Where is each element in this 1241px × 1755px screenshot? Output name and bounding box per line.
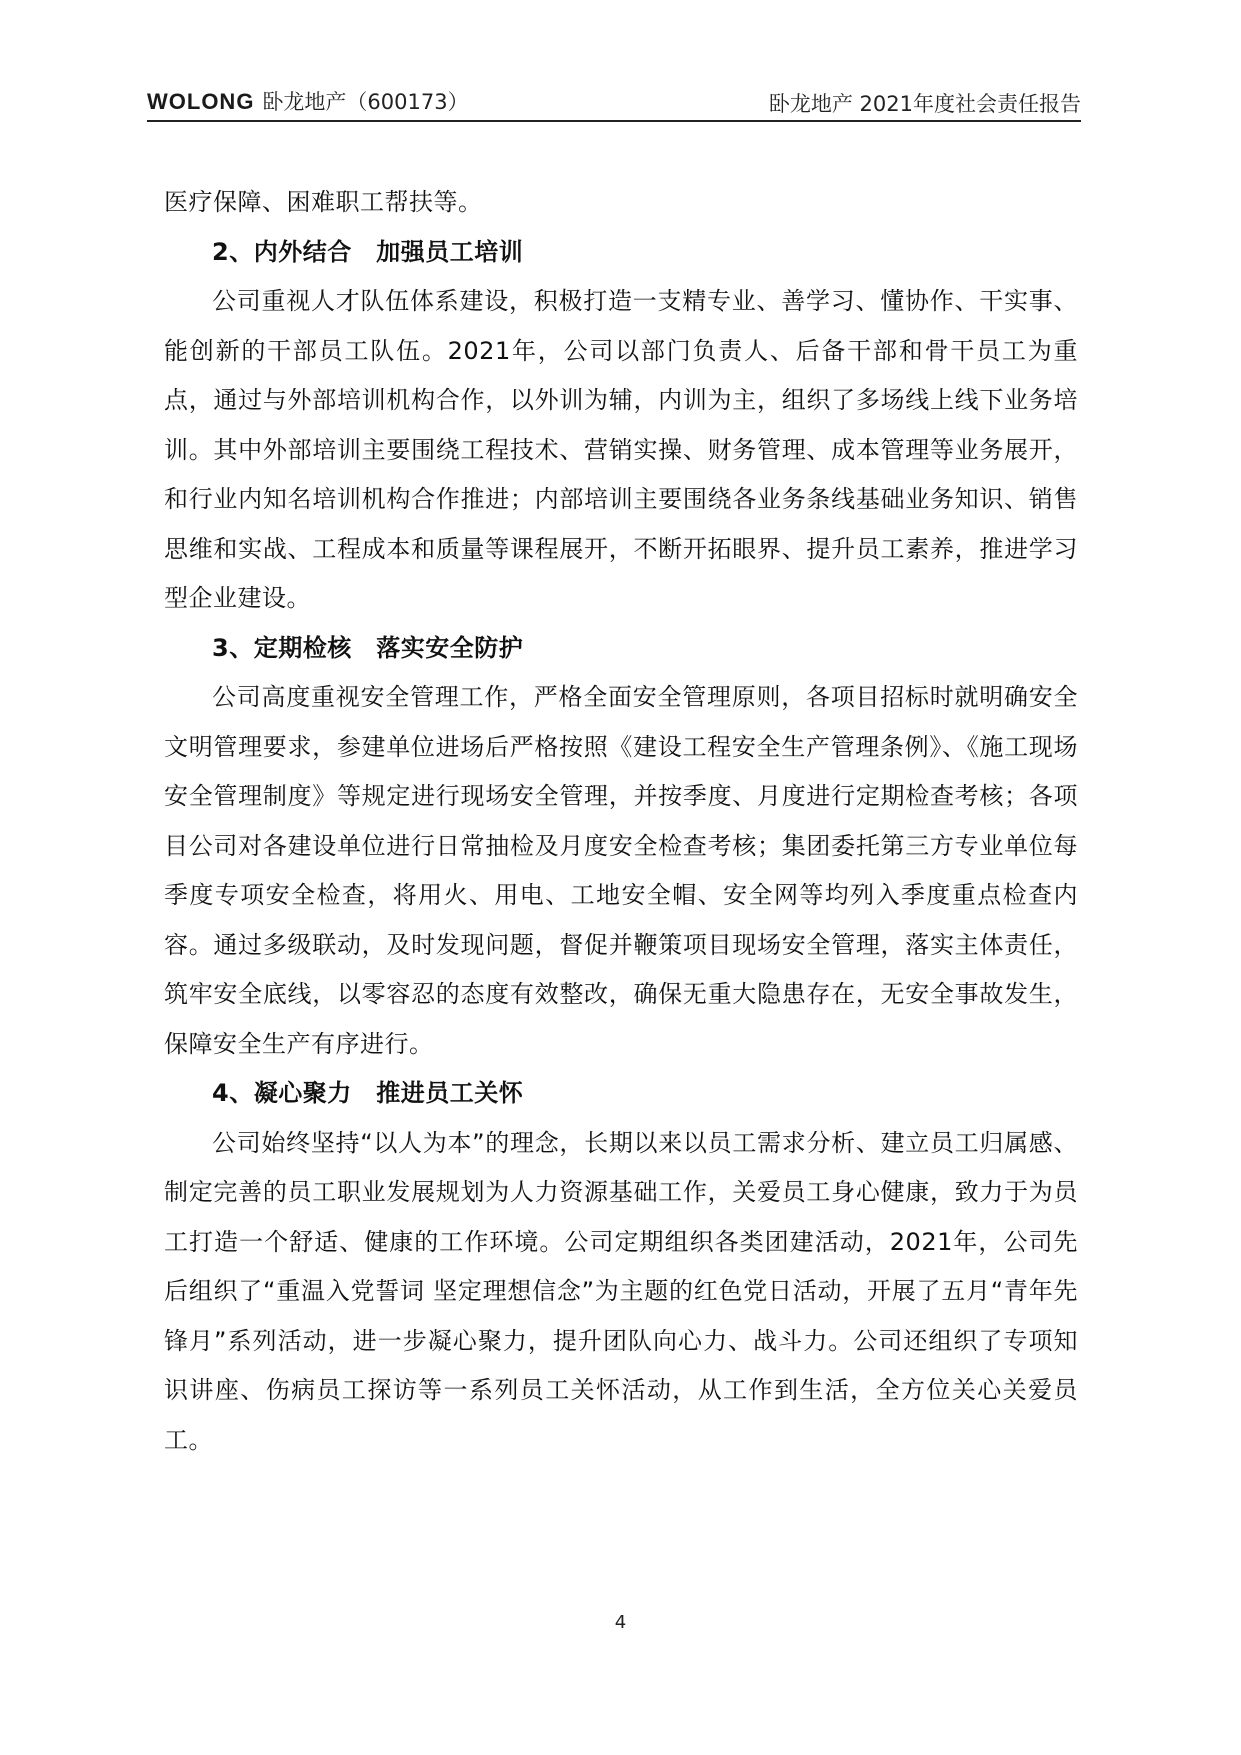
section-heading-safety: 3、定期检核 落实安全防护 [212,633,524,662]
page-header [147,82,1081,122]
section-heading-care: 4、凝心聚力 推进员工关怀 [212,1079,524,1107]
paragraph-safety: 公司高度重视安全管理工作，严格全面安全管理原则，各项目招标时就明确安全文明管理要求，参建单位进场后严格按照《建设工程安全生产管理条例》、《施工现场安全管理制度》等规定进行现场安全管理，并按季度、月度进行定期检查考核；各项目公司对各建设单位进行日常抽检及月度安全检查考核；集团委托第三方专业单位每季度专项安全检查，将用火、用电、工地安全帽、安全网等均列入季度重点检查内容。通过多级联动，及时发现问题，督促并鞭策项目现场安全管理，落实主体责任，筑牢安全底线，以零容忍的态度有效整改，确保无重大隐患存在，无安全事故发生，保障安全生产有序进行。 [164,683,1078,1058]
section-heading-training: 2、内外结合 加强员工培训 [212,237,524,266]
company-name: 卧龙地产（600173） [262,90,469,114]
page-number: 4 [614,1612,627,1633]
intro-line: 医疗保障、困难职工帮扶等。 [164,188,483,216]
document-body [164,178,1078,1465]
paragraph-care: 公司始终坚持“以人为本”的理念，长期以来以员工需求分析、建立员工归属感、制定完善的员工职业发展规划为人力资源基础工作，关爱员工身心健康，致力于为员工打造一个舒适、健康的工作环境。公司定期组织各类团建活动，2021年，公司先后组织了“重温入党誓词 坚定理想信念”为主题的红色党日活动，开展了五月“青年先锋月”系列活动，进一步凝心聚力，提升团队向心力、战斗力。公司还组织了专项知识讲座、伤病员工探访等一系列员工关怀活动，从工作到生活，全方位关心关爱员工。 [164,1128,1078,1454]
paragraph-training: 公司重视人才队伍体系建设，积极打造一支精专业、善学习、懂协作、干实事、能创新的干部员工队伍。2021年，公司以部门负责人、后备干部和骨干员工为重点，通过与外部培训机构合作，以外训为辅，内训为主，组织了多场线上线下业务培训。其中外部培训主要围绕工程技术、营销实操、财务管理、成本管理等业务展开，和行业内知名培训机构合作推进；内部培训主要围绕各业务条线基础业务知识、销售思维和实战、工程成本和质量等课程展开，不断开拓眼界、提升员工素养，推进学习型企业建设。 [164,287,1078,612]
report-title: 卧龙地产 2021年度社会责任报告 [768,92,1081,116]
header-left [147,86,469,116]
company-logo: WOLONG [147,89,255,114]
